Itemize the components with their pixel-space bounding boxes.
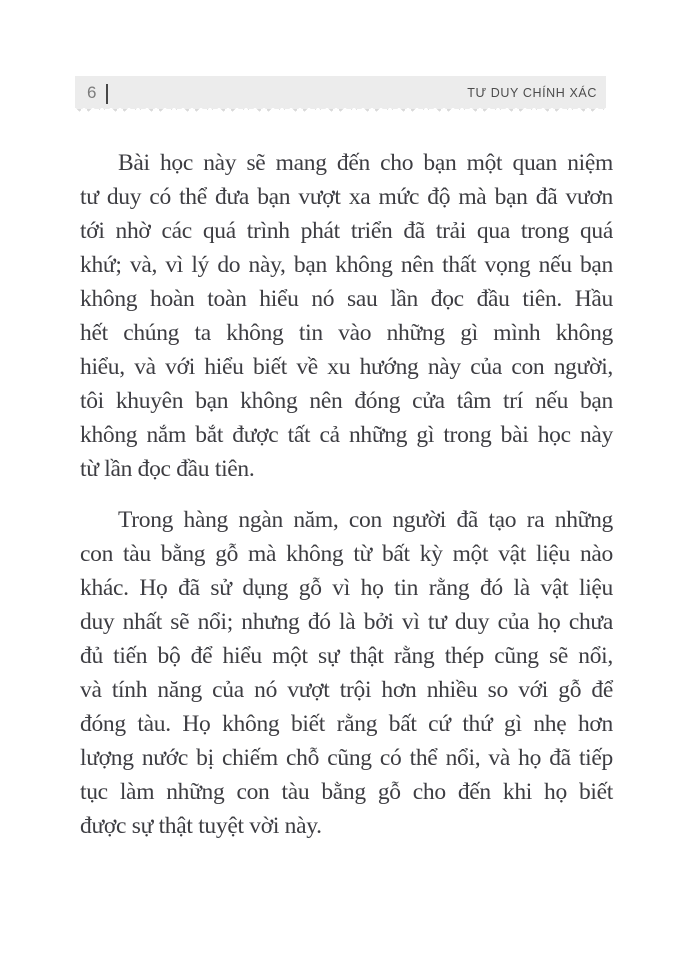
text-line: và tính năng của nó vượt trội hơn nhiều so với gỗ để [80,677,613,703]
text-line: không hoàn toàn hiểu nó sau lần đọc đầu tiên. Hầu [80,286,613,312]
text-line: khứ; và, vì lý do này, bạn không nên thất vọng nếu bạn [80,252,613,278]
running-title: TƯ DUY CHÍNH XÁC [467,85,597,100]
text-line: tư duy có thể đưa bạn vượt xa mức độ mà bạn đã vươn [80,184,613,210]
text-line: tôi khuyên bạn không nên đóng cửa tâm trí nếu bạn [80,388,613,414]
text-line: từ lần đọc đầu tiên. [80,456,255,482]
text-line: không nắm bắt được tất cả những gì trong bài học này [80,422,613,448]
text-line: khác. Họ đã sử dụng gỗ vì họ tin rằng đó là vật liệu [80,575,613,601]
text-line: hiểu, và với hiểu biết về xu hướng này của con người, [80,354,613,380]
text-line: được sự thật tuyệt vời này. [80,813,322,839]
text-line: lượng nước bị chiếm chỗ cũng có thể nổi, và họ đã tiếp [80,745,613,771]
paragraph [80,146,613,486]
text-line: đủ tiến bộ để hiểu một sự thật rằng thép cũng sẽ nổi, [80,643,613,669]
text-line: Bài học này sẽ mang đến cho bạn một quan niệm [118,150,613,176]
text-line: đóng tàu. Họ không biết rằng bất cứ thứ gì nhẹ hơn [80,711,613,737]
paragraph [80,503,613,843]
page-header [75,76,606,109]
text-line: con tàu bằng gỗ mà không từ bất kỳ một vật liệu nào [80,541,613,567]
page-number: 6 [87,83,97,102]
text-line: tục làm những con tàu bằng gỗ cho đến khi họ biết [80,779,613,805]
text-line: Trong hàng ngàn năm, con người đã tạo ra những [118,507,613,533]
body-text [80,146,613,843]
text-line: tới nhờ các quá trình phát triển đã trải qua trong quá [80,218,613,244]
text-line: hết chúng ta không tin vào những gì mình không [80,320,613,346]
header-divider-bar [106,84,108,104]
text-line: duy nhất sẽ nổi; nhưng đó là bởi vì tư duy của họ chưa [80,609,613,635]
